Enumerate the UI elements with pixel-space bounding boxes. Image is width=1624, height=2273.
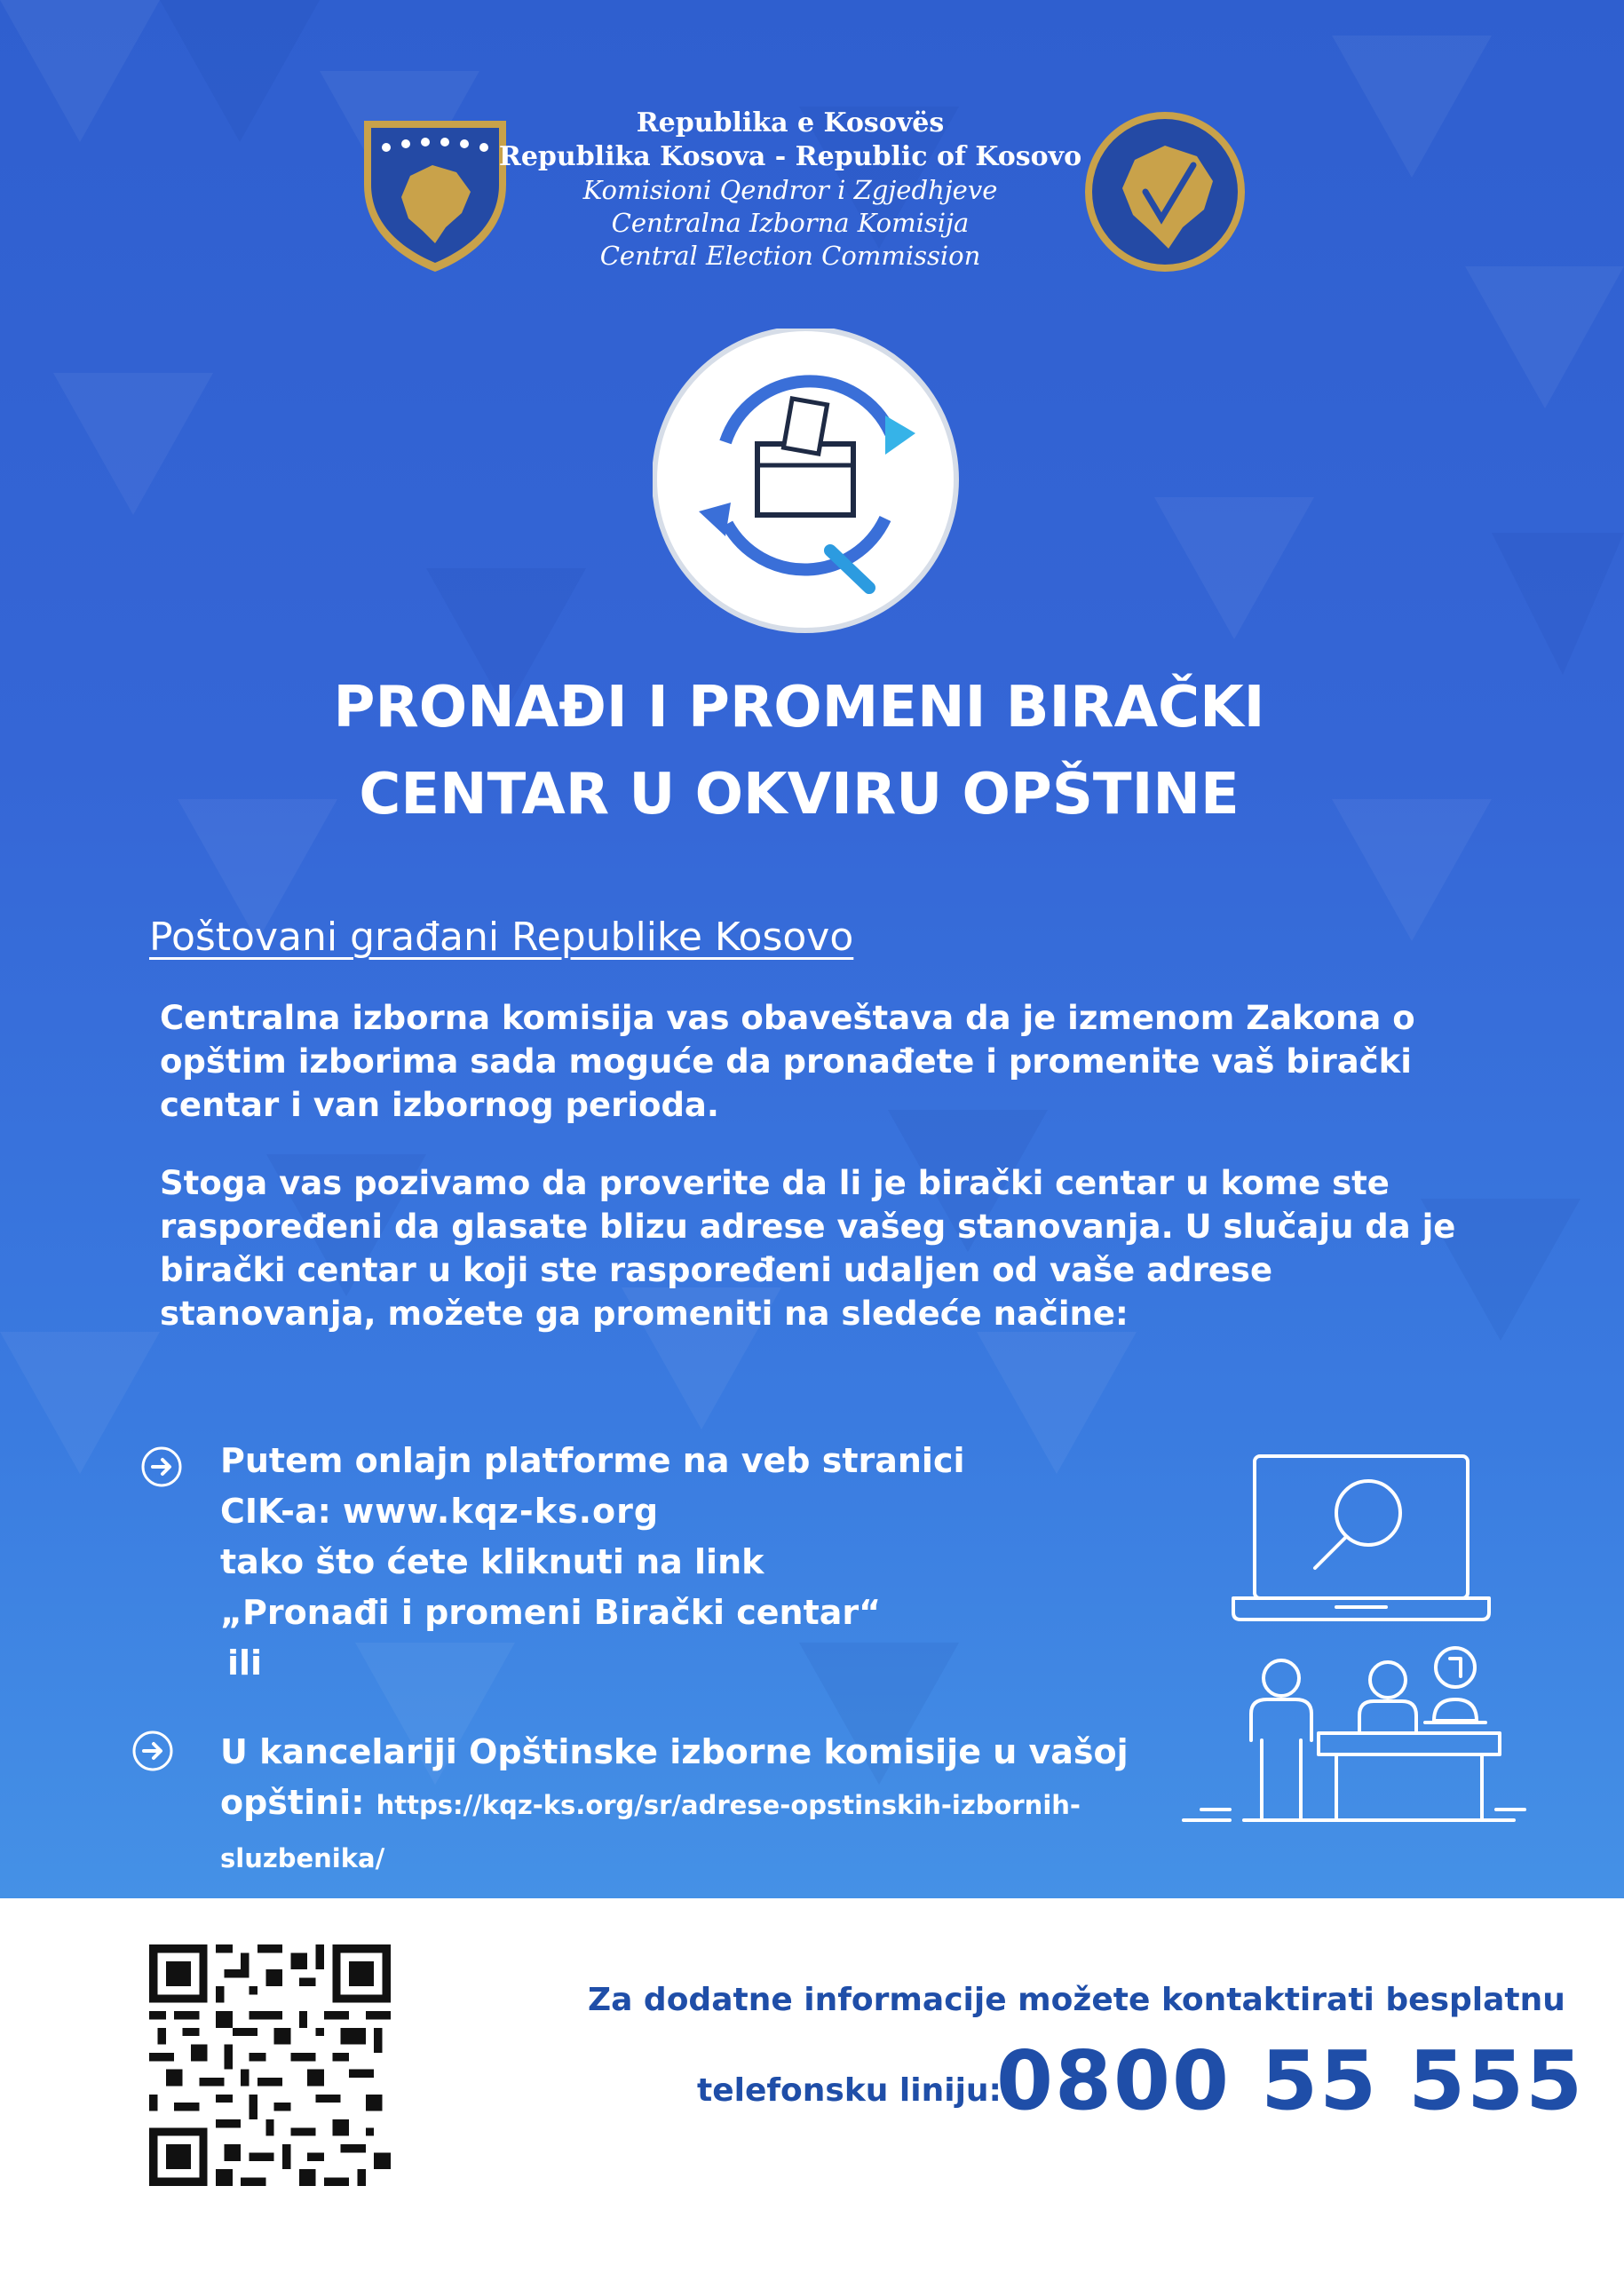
page-title: [178, 664, 1421, 838]
municipal-offices-link[interactable]: https://kqz-ks.org/sr/adrese-opstinskih-izbornih-sluzbenika/: [220, 1790, 1081, 1873]
find-change-center-link[interactable]: „Pronađi i promeni Birački centar“: [220, 1593, 882, 1632]
title-line-2: CENTAR U OKVIRU OPŠTINE: [359, 762, 1240, 828]
office-option-line-2: [220, 1778, 1241, 1884]
office-option-line-1: U kancelariji Opštinske izborne komisije u vašoj: [220, 1732, 1129, 1771]
greeting-heading: Poštovani građani Republike Kosovo: [149, 915, 854, 960]
website-link[interactable]: www.kqz-ks.org: [343, 1492, 660, 1531]
footer: [0, 1898, 1624, 2273]
header-line-5: Central Election Commission: [599, 241, 981, 271]
office-option: [220, 1727, 1241, 1884]
online-option: [220, 1436, 1108, 1689]
arrow-right-icon: [140, 1445, 183, 1488]
header-line-1: Republika e Kosovës: [636, 107, 945, 139]
phone-label: telefonsku liniju:: [697, 2072, 1002, 2109]
intro-paragraph: Centralna izborna komisija vas obaveštava da je izmenom Zakona o opštim izborima sada moguće da pronađete i promenite vaš birački centar i van izbornog perioda.: [160, 999, 1415, 1124]
title-line-1: PRONAĐI I PROMENI BIRAČKI: [333, 675, 1265, 741]
instructions-paragraph: Stoga vas pozivamo da proverite da li je birački centar u kome ste raspoređeni da glasate blizu adrese vašeg stanovanja. U slučaju da je birački centar u koji ste raspoređeni udaljen od vaše adrese stanovanja, možete ga promeniti na sledeće načine:: [160, 1164, 1456, 1333]
phone-number[interactable]: 0800 55 555: [996, 2033, 1585, 2128]
cec-logo-icon: [1083, 110, 1247, 273]
header-line-2: Republika Kosova - Republic of Kosovo: [498, 141, 1082, 172]
header-line-3: Komisioni Qendror i Zgjedhjeve: [582, 175, 998, 205]
laptop-office-illustration-icon: [1176, 1447, 1532, 1838]
arrow-right-icon: [131, 1730, 174, 1772]
online-option-line-3: tako što ćete kliknuti na link: [220, 1542, 764, 1581]
header-line-4: Centralna Izborna Komisija: [611, 208, 970, 238]
office-option-prefix: opštini:: [220, 1783, 376, 1822]
contact-info-text: Za dodatne informacije možete kontaktirati besplatnu: [588, 1982, 1565, 2018]
online-option-prefix: CIK-a:: [220, 1492, 344, 1531]
ballot-box-search-icon: [653, 329, 963, 639]
institution-header: [497, 107, 1083, 273]
qr-code-icon[interactable]: [149, 1944, 391, 2186]
kosovo-coat-of-arms-icon: [357, 114, 513, 275]
online-option-line-2: [220, 1486, 1108, 1537]
or-label: ili: [227, 1643, 263, 1683]
online-option-line-1: Putem onlajn platforme na veb stranici: [220, 1441, 965, 1480]
